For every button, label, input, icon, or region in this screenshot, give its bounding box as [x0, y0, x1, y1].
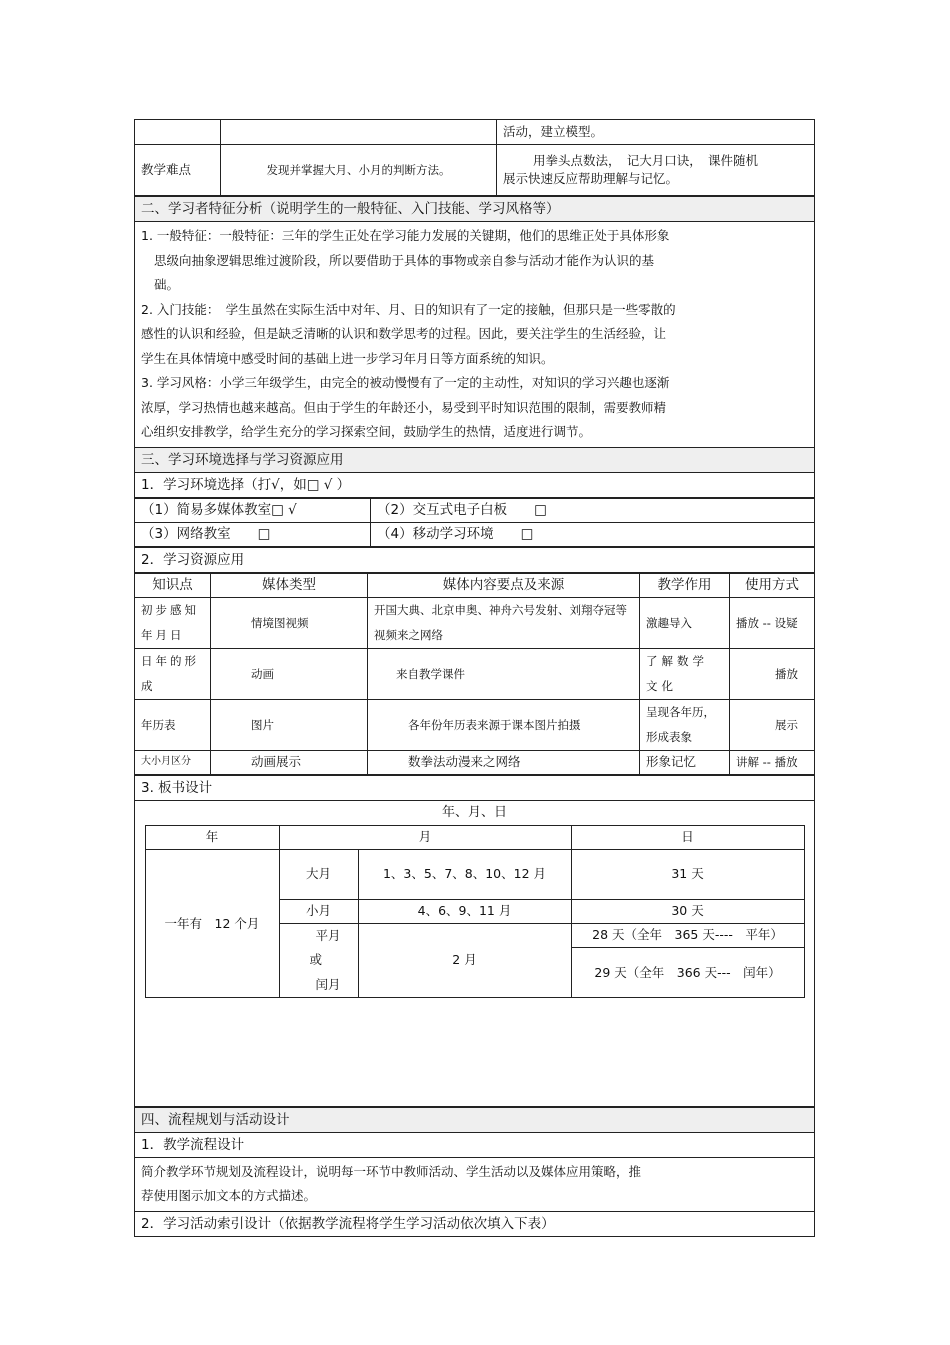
resource-cell: 讲解 -- 播放 — [730, 750, 815, 774]
resource-cell: 开国大典、北京申奥、神舟六号发射、刘翔夺冠等视频来之网络 — [368, 597, 640, 648]
resource-cell: 动画展示 — [211, 750, 368, 774]
board-month-list: 2 月 — [358, 923, 571, 998]
env-option: （3）网络教室 □ — [135, 522, 371, 546]
resource-header: 教学作用 — [640, 573, 730, 597]
table-row — [135, 699, 815, 750]
difficulty-content: 发现并掌握大月、小月的判断方法。 — [221, 145, 497, 196]
table-row — [135, 597, 815, 648]
board-area — [135, 800, 815, 1106]
calendar-board — [145, 825, 805, 999]
paragraph-line: 浓厚，学习热情也越来越高。但由于学生的年龄还小，易受到平时知识范围的限制，需要教师精 — [141, 399, 667, 415]
empty-cell — [221, 120, 497, 145]
resource-table — [134, 573, 815, 775]
resource-cell: 播放 -- 设疑 — [730, 597, 815, 648]
resource-cell: 数拳法动漫来之网络 — [368, 750, 640, 774]
resource-cell: 呈现各年历，形成表象 — [640, 699, 730, 750]
resource-cell: 了解数学文化 — [640, 648, 730, 699]
board-design-table — [134, 775, 815, 1107]
resource-cell: 动画 — [211, 648, 368, 699]
resource-cell: 各年份年历表来源于课本图片拍摄 — [368, 699, 640, 750]
table-row — [135, 750, 815, 774]
paragraph-line: 2. 入门技能： 学生虽然在实际生活中对年、月、日的知识有了一定的接触，但那只是一些零散的 — [141, 301, 676, 317]
resource-cell: 年历表 — [135, 699, 211, 750]
resource-header: 媒体内容要点及来源 — [368, 573, 640, 597]
board-year-cell: 一年有 12 个月 — [145, 849, 279, 998]
paragraph-line: 3. 学习风格：小学三年级学生，由完全的被动慢慢有了一定的主动性，对知识的学习兴趣也逐渐 — [141, 375, 670, 390]
board-feb-line: 或 — [309, 952, 323, 967]
board-header: 日 — [571, 825, 804, 849]
paragraph-line: 感性的认识和经验，但是缺乏清晰的认识和数学思考的过程。因此，要关注学生的生活经验，让 — [141, 326, 667, 341]
paragraph-line: 学生在具体情境中感受时间的基础上进一步学习年月日等方面系统的知识。 — [141, 350, 554, 366]
paragraph-line: 简介教学环节规划及流程设计，说明每一环节中教师活动、学生活动以及媒体应用策略，推 — [141, 1163, 642, 1179]
resource-cell: 展示 — [730, 699, 815, 750]
activity-title: 2．学习活动索引设计（依据教学流程将学生学习活动依次填入下表） — [135, 1211, 815, 1236]
section-header: 二、学习者特征分析（说明学生的一般特征、入门技能、学习风格等） — [135, 197, 815, 222]
board-month-type: 小月 — [279, 899, 358, 923]
section-header: 四、流程规划与活动设计 — [135, 1107, 815, 1132]
paragraph-line: 1. 一般特征：一般特征：三年的学生正处在学习能力发展的关键期，他们的思维正处于具体形象 — [141, 228, 670, 243]
learner-analysis-table — [134, 196, 815, 498]
lesson-plan-document — [134, 119, 815, 1237]
paragraph-line: 荐使用图示加文本的方式描述。 — [141, 1188, 317, 1203]
learner-analysis-body — [135, 222, 815, 448]
paragraph-line: 心组织安排教学，给学生充分的学习探索空间，鼓励学生的热情，适度进行调节。 — [141, 424, 592, 439]
board-month-type: 大月 — [279, 849, 358, 899]
board-feb-line: 闰月 — [315, 976, 341, 992]
difficulty-label: 教学难点 — [135, 145, 221, 196]
empty-cell — [135, 120, 221, 145]
flow-title: 1．教学流程设计 — [135, 1132, 815, 1157]
process-table — [134, 1107, 815, 1237]
env-title: 1．学习环境选择（打√，如□ √ ） — [135, 472, 815, 497]
teaching-activity-tail: 活动，建立模型。 — [497, 120, 815, 145]
board-feb-line: 平月 — [315, 927, 341, 943]
board-day-count: 28 天（全年 365 天---- 平年） — [571, 923, 804, 948]
resource-title: 2．学习资源应用 — [135, 547, 815, 572]
resource-cell: 图片 — [211, 699, 368, 750]
board-day-count: 30 天 — [571, 899, 804, 923]
difficulty-method-line: 用拳头点数法， 记大月口诀， 课件随机 — [533, 153, 759, 168]
board-day-count: 29 天（全年 366 天--- 闰年） — [571, 948, 804, 998]
paragraph-line: 思级向抽象逻辑思维过渡阶段，所以要借助于具体的事物或亲自参与活动才能作为认识的基 — [154, 252, 655, 268]
env-option: （4）移动学习环境 □ — [371, 522, 815, 546]
resource-header: 媒体类型 — [211, 573, 368, 597]
resource-cell: 大小月区分 — [135, 750, 211, 774]
paragraph-line: 础。 — [154, 277, 180, 292]
board-month-list: 4、6、9、11 月 — [358, 899, 571, 923]
board-day-count: 31 天 — [571, 849, 804, 899]
board-header: 年 — [145, 825, 279, 849]
resource-cell: 来自教学课件 — [368, 648, 640, 699]
board-month-list: 1、3、5、7、8、10、12 月 — [358, 849, 571, 899]
table-row — [135, 648, 815, 699]
resource-cell: 情境图视频 — [211, 597, 368, 648]
board-title: 3. 板书设计 — [135, 775, 815, 800]
difficulty-method — [497, 145, 815, 196]
difficulty-method-line: 展示快速反应帮助理解与记忆。 — [503, 171, 679, 186]
env-options-table — [134, 498, 815, 547]
board-heading: 年、月、日 — [441, 804, 507, 820]
resource-header: 使用方式 — [730, 573, 815, 597]
board-month-type — [279, 923, 358, 998]
resource-cell: 播放 — [730, 648, 815, 699]
env-option: （2）交互式电子白板 □ — [371, 498, 815, 522]
resource-cell: 初步感知年月日 — [135, 597, 211, 648]
board-header: 月 — [279, 825, 571, 849]
top-table — [134, 119, 815, 196]
resource-title-table — [134, 547, 815, 573]
resource-cell: 激趣导入 — [640, 597, 730, 648]
env-option: （1）简易多媒体教室□ √ — [135, 498, 371, 522]
resource-cell: 形象记忆 — [640, 750, 730, 774]
section-header: 三、学习环境选择与学习资源应用 — [135, 447, 815, 472]
resource-cell: 日年的形成 — [135, 648, 211, 699]
flow-body — [135, 1157, 815, 1211]
resource-header: 知识点 — [135, 573, 211, 597]
